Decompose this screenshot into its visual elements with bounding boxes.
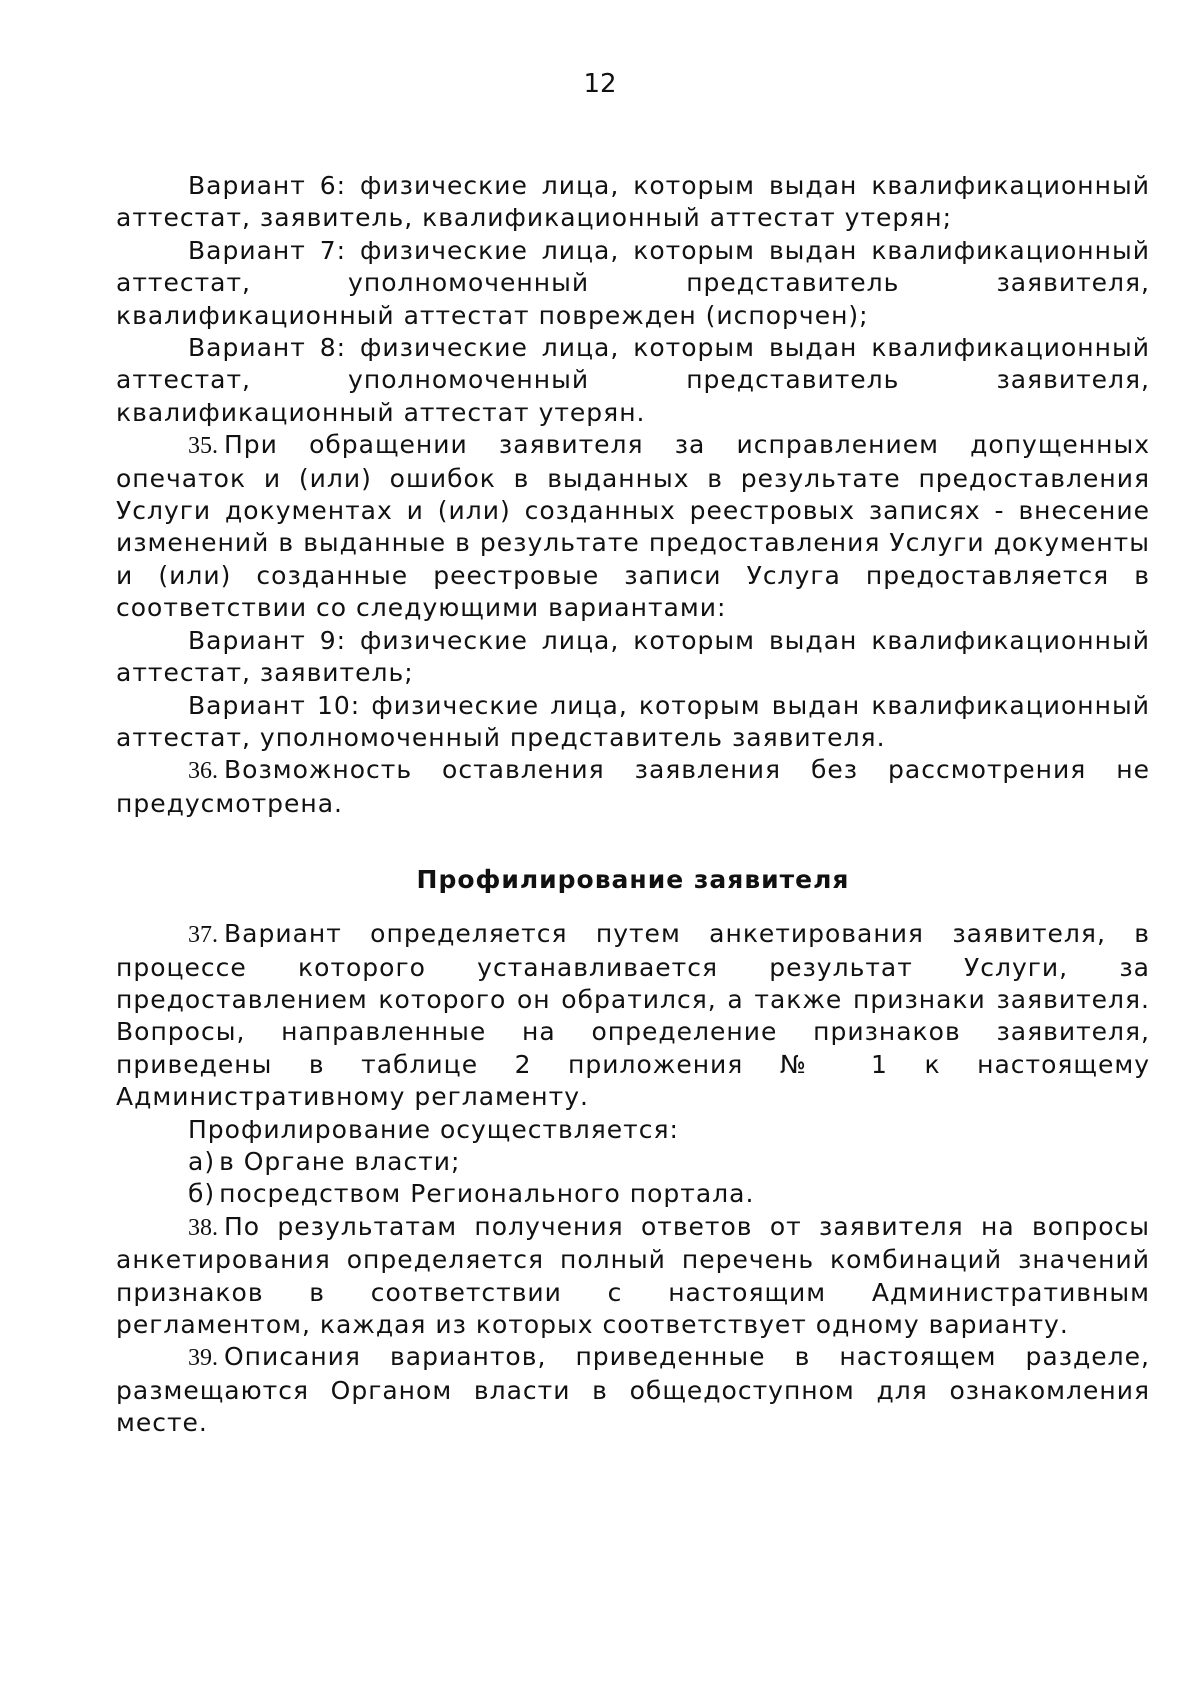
paragraph-number: 38. xyxy=(188,1214,218,1241)
paragraph-text: Описания вариантов, приведенные в настоящем разделе, размещаются Органом власти в общедоступном для ознакомления месте. xyxy=(116,1342,1150,1438)
paragraph-number: 35. xyxy=(188,433,218,460)
paragraph-number: 37. xyxy=(188,922,218,949)
paragraph-variant-9 xyxy=(116,625,1150,690)
paragraph-text: Вариант 6: физические лица, которым выдан квалификационный аттестат, заявитель, квалификационный аттестат утерян; xyxy=(116,171,1150,233)
paragraph-text: При обращении заявителя за исправлением допущенных опечаток и (или) ошибок в выданных в результате предоставления Услуги документах и (или) созданных реестровых записях - внесение изменений в выданные в результате предоставления Услуги документы и (или) созданные реестровые записи Услуга предоставляется в соответствии со следующими вариантами: xyxy=(116,430,1150,623)
paragraph-text: Вариант 10: физические лица, которым выдан квалификационный аттестат, уполномоченный представитель заявителя. xyxy=(116,690,1150,752)
paragraph-profiling-intro xyxy=(116,1114,1150,1146)
paragraph-39 xyxy=(116,1341,1150,1439)
list-marker: а) xyxy=(188,1146,216,1176)
list-item-b xyxy=(116,1178,1150,1210)
paragraph-35 xyxy=(116,429,1150,624)
section-heading: Профилирование заявителя xyxy=(416,865,850,895)
list-item-a xyxy=(116,1146,1150,1178)
paragraph-text: Вариант 8: физические лица, которым выдан квалификационный аттестат, уполномоченный представитель заявителя, квалификационный аттестат утерян. xyxy=(116,333,1150,427)
list-item-text: посредством Регионального портала. xyxy=(219,1179,755,1209)
paragraph-text: По результатам получения ответов от заявителя на вопросы анкетирования определяется полный перечень комбинаций значений признаков в соответствии с настоящим Административным регламентом, каждая из которых соответствует одному варианту. xyxy=(116,1211,1150,1339)
paragraph-variant-8 xyxy=(116,332,1150,429)
paragraph-text: Возможность оставления заявления без рассмотрения не предусмотрена. xyxy=(116,755,1150,818)
list-item-text: в Органе власти; xyxy=(219,1146,461,1176)
paragraph-variant-6 xyxy=(116,170,1150,235)
paragraph-text: Вариант 9: физические лица, которым выдан квалификационный аттестат, заявитель; xyxy=(116,625,1150,688)
document-body xyxy=(116,170,1150,1440)
paragraph-number: 36. xyxy=(188,758,218,785)
paragraph-text: Профилирование осуществляется: xyxy=(188,1114,679,1144)
list-marker: б) xyxy=(188,1179,216,1209)
paragraph-text: Вариант 7: физические лица, которым выдан квалификационный аттестат, уполномоченный представитель заявителя, квалификационный аттестат поврежден (испорчен); xyxy=(116,235,1150,330)
paragraph-number: 39. xyxy=(188,1345,218,1372)
page-number: 12 xyxy=(583,69,617,99)
paragraph-36 xyxy=(116,754,1150,820)
paragraph-text: Вариант определяется путем анкетирования заявителя, в процессе которого устанавливается результат Услуги, за предоставлением которого он обратился, а также признаки заявителя. Вопросы, направленные на определение признаков заявителя, приведены в таблице 2 приложения № 1 к настоящему Административному регламенту. xyxy=(116,919,1150,1112)
paragraph-variant-10 xyxy=(116,690,1150,755)
paragraph-38 xyxy=(116,1211,1150,1342)
paragraph-37 xyxy=(116,918,1150,1113)
paragraph-variant-7 xyxy=(116,235,1150,332)
